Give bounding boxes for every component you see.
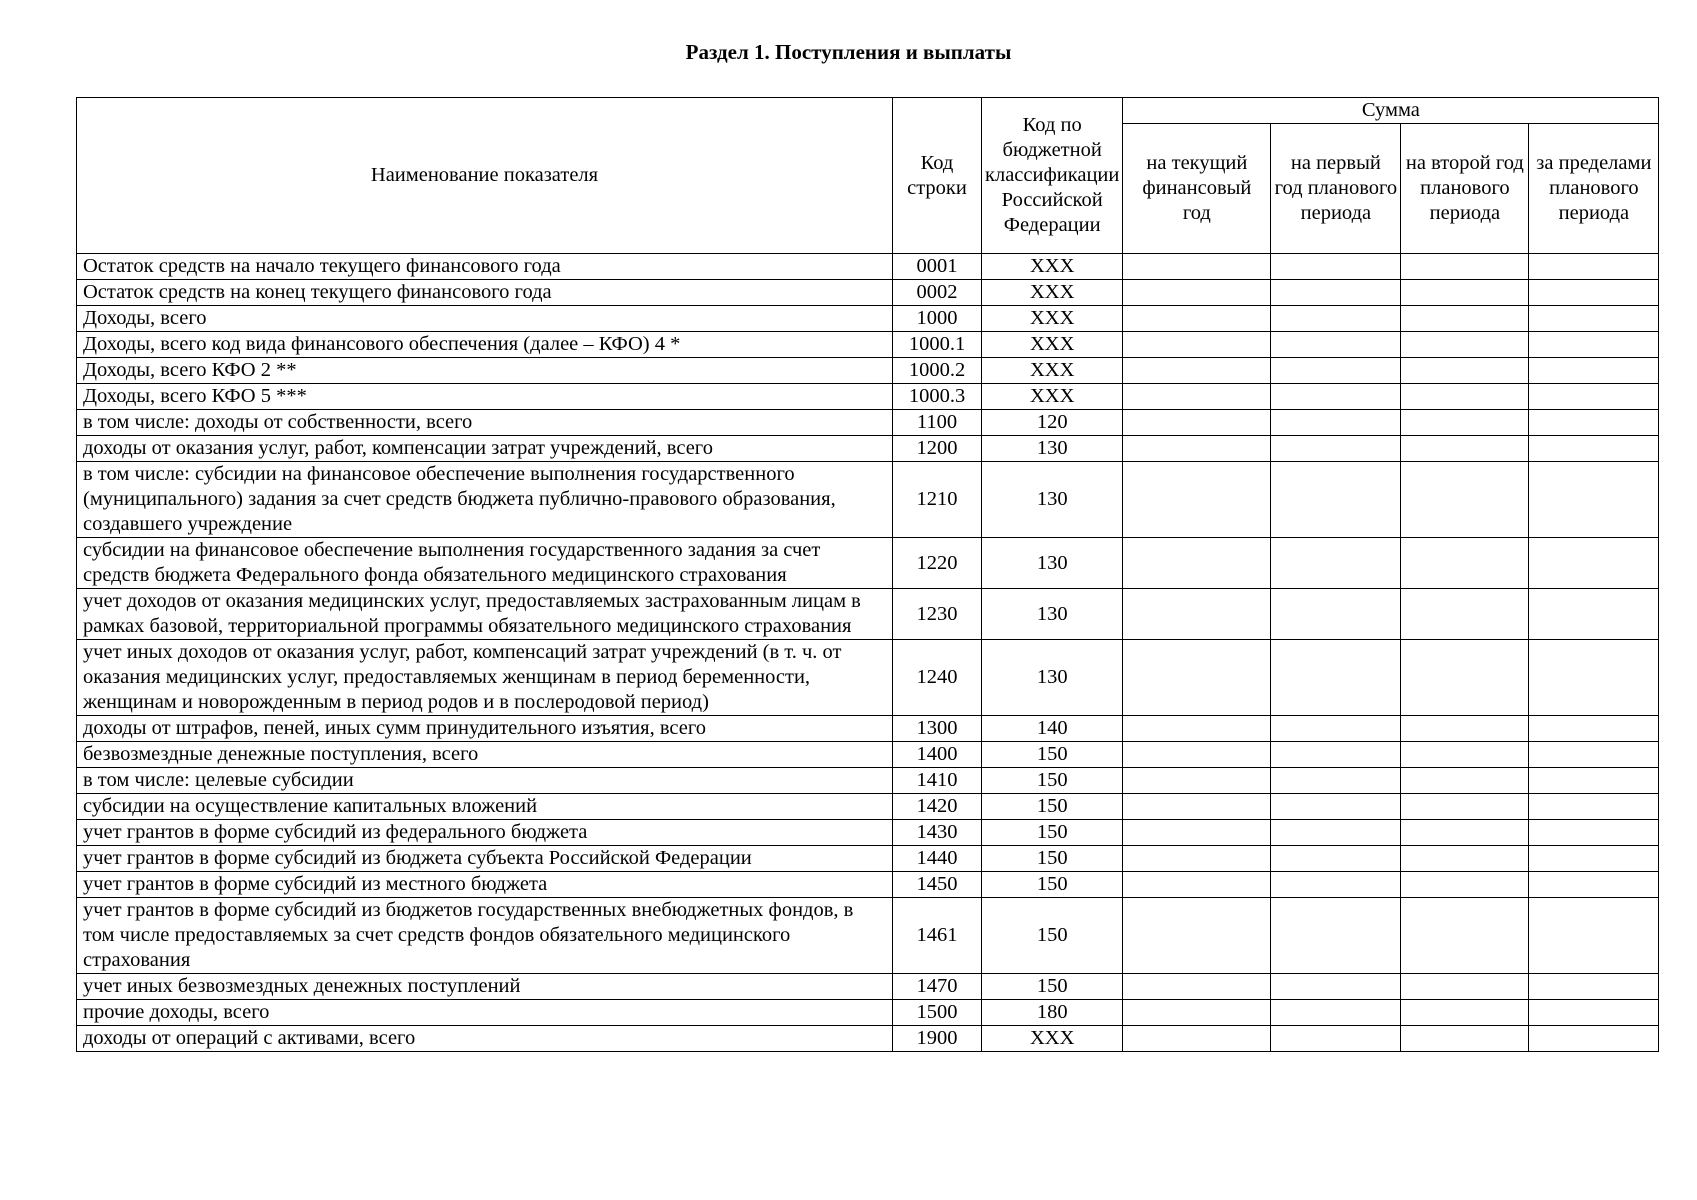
sum-cell bbox=[1271, 589, 1401, 640]
row-code: 1440 bbox=[893, 846, 982, 872]
row-kbk: ХХХ bbox=[982, 254, 1123, 280]
sum-cell bbox=[1123, 872, 1271, 898]
sum-cell bbox=[1401, 436, 1529, 462]
row-kbk: 150 bbox=[982, 898, 1123, 974]
row-code: 1000.1 bbox=[893, 332, 982, 358]
sum-cell bbox=[1529, 306, 1659, 332]
table-row bbox=[77, 410, 1659, 436]
header-sum-beyond-plan: за пределами планового периода bbox=[1529, 124, 1659, 254]
row-code: 1450 bbox=[893, 872, 982, 898]
table-row bbox=[77, 742, 1659, 768]
sum-cell bbox=[1123, 974, 1271, 1000]
sum-cell bbox=[1271, 768, 1401, 794]
table-row bbox=[77, 254, 1659, 280]
sum-cell bbox=[1529, 846, 1659, 872]
sum-cell bbox=[1529, 898, 1659, 974]
sum-cell bbox=[1529, 410, 1659, 436]
header-sum: Сумма bbox=[1123, 98, 1659, 124]
row-name: учет доходов от оказания медицинских услуг, предоставляемых застрахованным лицам в рамках базовой, территориальной программы обязательного медицинского страхования bbox=[77, 589, 893, 640]
sum-cell bbox=[1123, 462, 1271, 538]
row-kbk: 130 bbox=[982, 589, 1123, 640]
row-code: 1000 bbox=[893, 306, 982, 332]
sum-cell bbox=[1401, 280, 1529, 306]
row-code: 1420 bbox=[893, 794, 982, 820]
sum-cell bbox=[1401, 538, 1529, 589]
row-kbk: 150 bbox=[982, 794, 1123, 820]
row-name: безвозмездные денежные поступления, всего bbox=[77, 742, 893, 768]
sum-cell bbox=[1401, 640, 1529, 716]
sum-cell bbox=[1401, 462, 1529, 538]
sum-cell bbox=[1401, 846, 1529, 872]
row-name: учет иных безвозмездных денежных поступлений bbox=[77, 974, 893, 1000]
table-row bbox=[77, 716, 1659, 742]
sum-cell bbox=[1401, 768, 1529, 794]
sum-cell bbox=[1123, 358, 1271, 384]
sum-cell bbox=[1271, 254, 1401, 280]
row-code: 1500 bbox=[893, 1000, 982, 1026]
income-table bbox=[76, 97, 1659, 1052]
row-kbk: 150 bbox=[982, 974, 1123, 1000]
row-code: 1300 bbox=[893, 716, 982, 742]
header-sum-current-year: на текущий финансовый год bbox=[1123, 124, 1271, 254]
row-name: Доходы, всего bbox=[77, 306, 893, 332]
row-kbk: ХХХ bbox=[982, 332, 1123, 358]
row-kbk: 140 bbox=[982, 716, 1123, 742]
sum-cell bbox=[1271, 436, 1401, 462]
sum-cell bbox=[1271, 1026, 1401, 1052]
sum-cell bbox=[1271, 410, 1401, 436]
sum-cell bbox=[1123, 820, 1271, 846]
row-code: 1000.2 bbox=[893, 358, 982, 384]
row-code: 1200 bbox=[893, 436, 982, 462]
row-kbk: 130 bbox=[982, 436, 1123, 462]
sum-cell bbox=[1123, 1026, 1271, 1052]
row-code: 1400 bbox=[893, 742, 982, 768]
sum-cell bbox=[1529, 820, 1659, 846]
row-name: Доходы, всего КФО 5 *** bbox=[77, 384, 893, 410]
sum-cell bbox=[1123, 898, 1271, 974]
header-name: Наименование показателя bbox=[77, 98, 893, 254]
sum-cell bbox=[1529, 538, 1659, 589]
sum-cell bbox=[1271, 716, 1401, 742]
row-code: 1461 bbox=[893, 898, 982, 974]
row-kbk: 150 bbox=[982, 820, 1123, 846]
sum-cell bbox=[1271, 974, 1401, 1000]
sum-cell bbox=[1401, 384, 1529, 410]
table-row bbox=[77, 538, 1659, 589]
sum-cell bbox=[1529, 872, 1659, 898]
row-code: 0002 bbox=[893, 280, 982, 306]
table-row bbox=[77, 306, 1659, 332]
row-name: субсидии на осуществление капитальных вложений bbox=[77, 794, 893, 820]
row-kbk: ХХХ bbox=[982, 358, 1123, 384]
table-row bbox=[77, 280, 1659, 306]
row-code: 1000.3 bbox=[893, 384, 982, 410]
row-name: прочие доходы, всего bbox=[77, 1000, 893, 1026]
row-code: 0001 bbox=[893, 254, 982, 280]
sum-cell bbox=[1529, 254, 1659, 280]
row-kbk: 150 bbox=[982, 846, 1123, 872]
row-name: Остаток средств на начало текущего финансового года bbox=[77, 254, 893, 280]
table-row bbox=[77, 1026, 1659, 1052]
sum-cell bbox=[1529, 974, 1659, 1000]
sum-cell bbox=[1123, 306, 1271, 332]
sum-cell bbox=[1529, 768, 1659, 794]
sum-cell bbox=[1271, 872, 1401, 898]
sum-cell bbox=[1123, 768, 1271, 794]
row-name: учет иных доходов от оказания услуг, работ, компенсаций затрат учреждений (в т. ч. от оказания медицинских услуг, предоставляемых женщинам в период беременности, женщинам и новорожденным в период родов и в послеродовой период) bbox=[77, 640, 893, 716]
row-name: субсидии на финансовое обеспечение выполнения государственного задания за счет средств бюджета Федерального фонда обязательного медицинского страхования bbox=[77, 538, 893, 589]
sum-cell bbox=[1123, 384, 1271, 410]
sum-cell bbox=[1123, 716, 1271, 742]
table-row bbox=[77, 640, 1659, 716]
sum-cell bbox=[1529, 280, 1659, 306]
sum-cell bbox=[1529, 742, 1659, 768]
row-name: Доходы, всего код вида финансового обеспечения (далее – КФО) 4 * bbox=[77, 332, 893, 358]
row-name: Доходы, всего КФО 2 ** bbox=[77, 358, 893, 384]
header-sum-second-plan-year: на второй год планового периода bbox=[1401, 124, 1529, 254]
row-name: учет грантов в форме субсидий из местного бюджета bbox=[77, 872, 893, 898]
table-row bbox=[77, 768, 1659, 794]
row-code: 1100 bbox=[893, 410, 982, 436]
sum-cell bbox=[1529, 462, 1659, 538]
sum-cell bbox=[1271, 794, 1401, 820]
row-name: доходы от оказания услуг, работ, компенсации затрат учреждений, всего bbox=[77, 436, 893, 462]
row-kbk: ХХХ bbox=[982, 306, 1123, 332]
sum-cell bbox=[1529, 436, 1659, 462]
sum-cell bbox=[1271, 846, 1401, 872]
sum-cell bbox=[1271, 384, 1401, 410]
sum-cell bbox=[1529, 640, 1659, 716]
sum-cell bbox=[1271, 1000, 1401, 1026]
sum-cell bbox=[1271, 538, 1401, 589]
sum-cell bbox=[1123, 640, 1271, 716]
row-code: 1410 bbox=[893, 768, 982, 794]
row-code: 1230 bbox=[893, 589, 982, 640]
row-kbk: ХХХ bbox=[982, 384, 1123, 410]
sum-cell bbox=[1529, 1026, 1659, 1052]
sum-cell bbox=[1401, 820, 1529, 846]
sum-cell bbox=[1123, 280, 1271, 306]
row-name: Остаток средств на конец текущего финансового года bbox=[77, 280, 893, 306]
row-code: 1470 bbox=[893, 974, 982, 1000]
sum-cell bbox=[1271, 640, 1401, 716]
row-code: 1900 bbox=[893, 1026, 982, 1052]
sum-cell bbox=[1401, 358, 1529, 384]
sum-cell bbox=[1123, 742, 1271, 768]
table-row bbox=[77, 898, 1659, 974]
row-name: учет грантов в форме субсидий из федерального бюджета bbox=[77, 820, 893, 846]
sum-cell bbox=[1271, 306, 1401, 332]
sum-cell bbox=[1123, 1000, 1271, 1026]
row-code: 1240 bbox=[893, 640, 982, 716]
sum-cell bbox=[1529, 358, 1659, 384]
row-name: в том числе: доходы от собственности, всего bbox=[77, 410, 893, 436]
header-code: Код строки bbox=[893, 98, 982, 254]
row-name: доходы от штрафов, пеней, иных сумм принудительного изъятия, всего bbox=[77, 716, 893, 742]
sum-cell bbox=[1401, 1026, 1529, 1052]
sum-cell bbox=[1271, 898, 1401, 974]
sum-cell bbox=[1401, 872, 1529, 898]
table-row bbox=[77, 974, 1659, 1000]
sum-cell bbox=[1123, 794, 1271, 820]
header-kbk: Код по бюджетной классификации Российской Федерации bbox=[982, 98, 1123, 254]
row-kbk: 130 bbox=[982, 640, 1123, 716]
sum-cell bbox=[1529, 1000, 1659, 1026]
sum-cell bbox=[1529, 589, 1659, 640]
row-kbk: 130 bbox=[982, 462, 1123, 538]
sum-cell bbox=[1271, 280, 1401, 306]
sum-cell bbox=[1401, 898, 1529, 974]
table-row bbox=[77, 820, 1659, 846]
sum-cell bbox=[1401, 742, 1529, 768]
row-name: учет грантов в форме субсидий из бюджета субъекта Российской Федерации bbox=[77, 846, 893, 872]
sum-cell bbox=[1401, 332, 1529, 358]
table-row bbox=[77, 1000, 1659, 1026]
sum-cell bbox=[1123, 410, 1271, 436]
table-row bbox=[77, 384, 1659, 410]
row-name: доходы от операций с активами, всего bbox=[77, 1026, 893, 1052]
table-row bbox=[77, 846, 1659, 872]
row-code: 1220 bbox=[893, 538, 982, 589]
sum-cell bbox=[1123, 589, 1271, 640]
row-code: 1430 bbox=[893, 820, 982, 846]
sum-cell bbox=[1529, 716, 1659, 742]
row-kbk: 130 bbox=[982, 538, 1123, 589]
row-name: учет грантов в форме субсидий из бюджетов государственных внебюджетных фондов, в том числе предоставляемых за счет средств фондов обязательного медицинского страхования bbox=[77, 898, 893, 974]
sum-cell bbox=[1401, 1000, 1529, 1026]
sum-cell bbox=[1123, 846, 1271, 872]
sum-cell bbox=[1401, 974, 1529, 1000]
sum-cell bbox=[1401, 589, 1529, 640]
table-row bbox=[77, 872, 1659, 898]
header-sum-first-plan-year: на первый год планового периода bbox=[1271, 124, 1401, 254]
sum-cell bbox=[1271, 742, 1401, 768]
sum-cell bbox=[1529, 332, 1659, 358]
table-row bbox=[77, 462, 1659, 538]
row-kbk: ХХХ bbox=[982, 280, 1123, 306]
sum-cell bbox=[1271, 332, 1401, 358]
row-kbk: 150 bbox=[982, 872, 1123, 898]
sum-cell bbox=[1401, 254, 1529, 280]
sum-cell bbox=[1271, 462, 1401, 538]
row-kbk: 150 bbox=[982, 768, 1123, 794]
sum-cell bbox=[1123, 254, 1271, 280]
row-kbk: ХХХ bbox=[982, 1026, 1123, 1052]
sum-cell bbox=[1401, 794, 1529, 820]
sum-cell bbox=[1123, 538, 1271, 589]
row-kbk: 150 bbox=[982, 742, 1123, 768]
page-title: Раздел 1. Поступления и выплаты bbox=[685, 40, 1012, 64]
row-kbk: 120 bbox=[982, 410, 1123, 436]
sum-cell bbox=[1401, 410, 1529, 436]
sum-cell bbox=[1529, 384, 1659, 410]
table-row bbox=[77, 589, 1659, 640]
table-row bbox=[77, 794, 1659, 820]
sum-cell bbox=[1529, 794, 1659, 820]
table-row bbox=[77, 436, 1659, 462]
sum-cell bbox=[1401, 306, 1529, 332]
sum-cell bbox=[1271, 820, 1401, 846]
sum-cell bbox=[1271, 358, 1401, 384]
table-row bbox=[77, 358, 1659, 384]
sum-cell bbox=[1123, 436, 1271, 462]
row-kbk: 180 bbox=[982, 1000, 1123, 1026]
row-code: 1210 bbox=[893, 462, 982, 538]
sum-cell bbox=[1123, 332, 1271, 358]
row-name: в том числе: субсидии на финансовое обеспечение выполнения государственного (муниципального) задания за счет средств бюджета публично-правового образования, создавшего учреждение bbox=[77, 462, 893, 538]
sum-cell bbox=[1401, 716, 1529, 742]
row-name: в том числе: целевые субсидии bbox=[77, 768, 893, 794]
table-row bbox=[77, 332, 1659, 358]
